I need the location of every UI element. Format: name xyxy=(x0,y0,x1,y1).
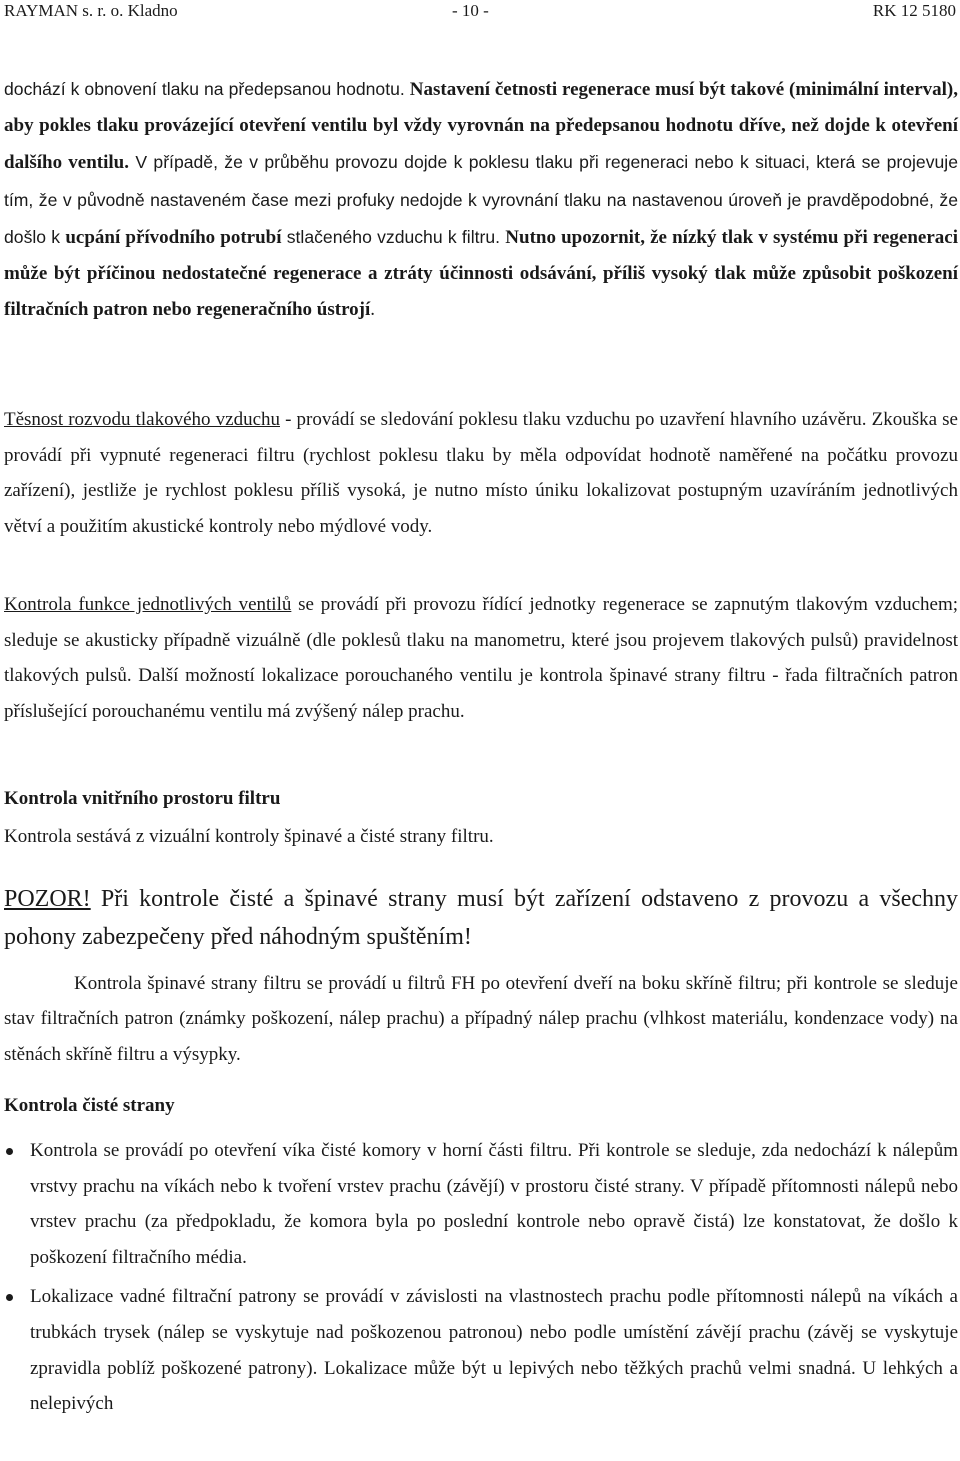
header-company: RAYMAN s. r. o. Kladno xyxy=(4,1,178,20)
bullet-icon xyxy=(6,1148,13,1155)
list-item xyxy=(4,1279,958,1421)
warning-text: Při kontrole čisté a špinavé strany musí být zařízení odstaveno z provozu a všechny pohony zabezpečeny před náhodným spuštěním! xyxy=(4,886,958,950)
warning-paragraph xyxy=(4,880,958,956)
list-item-text: Lokalizace vadné filtrační patrony se provádí v závislosti na vlastnostech prachu podle přítomnosti nálepů na víkách a trubkách trysek (nálep se vyskytuje nad poškozenou patronou) nebo podle umístění závějí prachu (závěj se vyskytuje zpravidla poblíž poškozené patrony). Lokalizace může být u lepivých nebo těžkých prachů velmi snadná. U lehkých a nelepivých xyxy=(30,1286,958,1415)
text-run: stlačeného vzduchu k filtru. xyxy=(281,226,506,247)
bullet-icon xyxy=(6,1294,13,1301)
text-run: Kontrola špinavé strany filtru se provádí u filtrů FH po otevření dveří na boku skříně filtru; při kontrole se sleduje stav filtračních patron (známky poškození, nálep prachu) a případný nálep prachu (vlhkost materiálu, kondenzace vody) na stěnách skříně filtru a výsypky. xyxy=(4,973,958,1065)
section-heading-clean-side xyxy=(4,1095,958,1117)
underlined-lead: Těsnost rozvodu tlakového vzduchu xyxy=(4,409,280,430)
warning-label: POZOR! xyxy=(4,886,91,912)
header-page-number: - 10 - xyxy=(452,1,489,20)
heading-text: Kontrola vnitřního prostoru filtru xyxy=(4,788,281,809)
text-run: . xyxy=(370,299,376,321)
clean-side-list xyxy=(4,1133,958,1422)
paragraph-dirty-side xyxy=(4,966,958,1072)
page-header xyxy=(0,0,960,22)
list-item xyxy=(4,1133,958,1275)
text-run: V případě, že v průběhu provozu dojde k poklesu tlaku při regeneraci nebo k situaci, která se projevuje tím, že v původně nastaveném čase mezi profuky nedojde k vyrovnání tlaku na nastavenou úroveň je pravděpodobné, že došlo k xyxy=(4,152,958,247)
underlined-lead: Kontrola funkce jednotlivých ventilů xyxy=(4,594,292,615)
paragraph-air-tightness xyxy=(4,402,958,544)
text-run: dochází k obnovení tlaku na předepsanou hodnotu. xyxy=(4,79,410,99)
paragraph-visual-check: Kontrola sestává z vizuální kontroly špinavé a čisté strany filtru. xyxy=(4,826,494,847)
header-document-code: RK 12 5180 xyxy=(872,1,956,20)
bold-text-run: ucpání přívodního potrubí xyxy=(65,226,282,248)
bullet-list xyxy=(4,1133,958,1422)
paragraph-regeneration-pressure xyxy=(4,71,958,328)
heading-text: Kontrola čisté strany xyxy=(4,1095,175,1116)
bold-text-run: Nastavení četnosti regenerace musí být takové (minimální interval), aby pokles tlaku provázející otevření ventilu byl vždy vyrovnán na předepsanou hodnotu dříve, než dojde k otevření dalšího ventilu. xyxy=(4,79,958,174)
text-run: se provádí při provozu řídící jednotky regenerace se zapnutým tlakovým vzduchem; sleduje se akusticky případně vizuálně (dle poklesů tlaku na manometru, které jsou projevem tlakových pulsů) pravidelnost tlakových pulsů. Další možností lokalizace porouchaného ventilu je kontrola špinavé strany filtru - řada filtračních patron příslušející porouchanému ventilu má zvýšený nálep prachu. xyxy=(4,594,959,722)
list-item-text: Kontrola se provádí po otevření víka čisté komory v horní části filtru. Při kontrole se sleduje, zda nedochází k nálepům vrstvy prachu na víkách nebo k tvoření vrstev prachu (závějí) v prostoru čisté strany. V případě přítomnosti nálepů nebo vrstev prachu (za předpokladu, že komora byla po poslední kontrole nebo opravě čistá) lze konstatovat, že došlo k poškození filtračního média. xyxy=(30,1140,958,1268)
text-run: - provádí se sledování poklesu tlaku vzduchu po uzavření hlavního uzávěru. Zkouška se provádí při vypnuté regeneraci filtru (rychlost poklesu tlaku by měla odpovídat hodnotě naměřené na počátku provozu zařízení), jestliže je rychlost poklesu příliš vysoká, je nutno místo úniku lokalizovat postupným uzavíráním jednotlivých větví a použitím akustické kontroly nebo mýdlové vody. xyxy=(4,409,958,537)
paragraph-valve-check xyxy=(4,587,958,729)
bold-text-run: Nutno upozornit, že nízký tlak v systému při regeneraci může být příčinou nedostatečné regenerace a ztráty účinnosti odsávání, příliš vysoký tlak může způsobit poškození filtračních patron nebo regeneračního ústrojí xyxy=(4,226,958,321)
section-heading-interior xyxy=(4,788,958,810)
